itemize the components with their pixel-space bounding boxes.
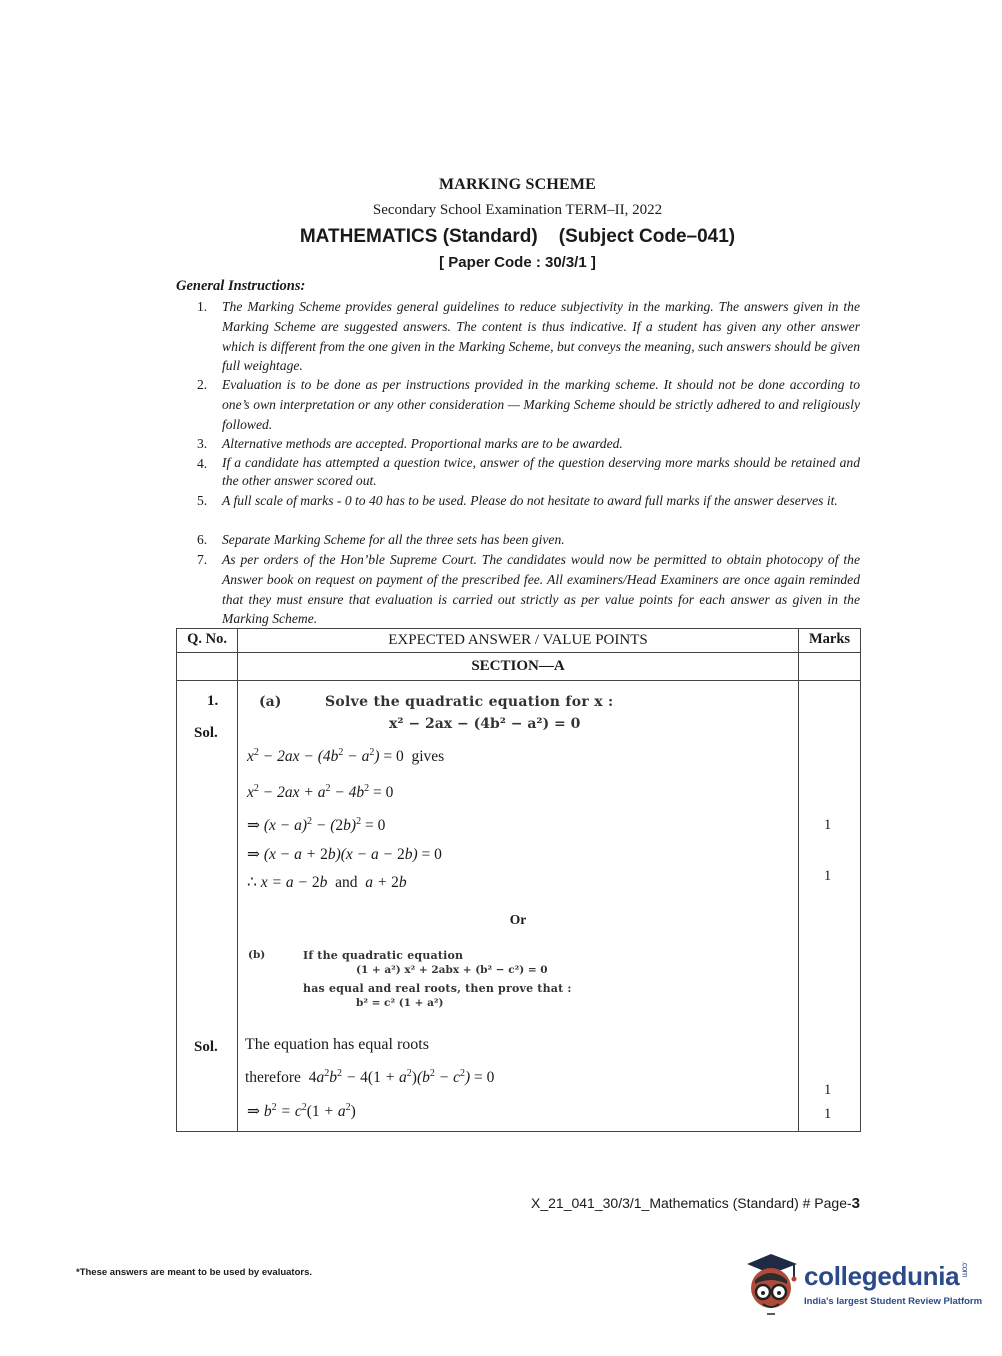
section-title: SECTION—A	[471, 658, 565, 674]
or-separator: Or	[509, 912, 527, 927]
solution-b-step-1: The equation has equal roots	[245, 1036, 429, 1053]
mark-value: 1	[824, 1082, 832, 1098]
instruction-number: 5.	[197, 493, 208, 508]
brand-tagline: India's largest Student Review Platform	[804, 1296, 983, 1307]
question-b-text: If the quadratic equation	[303, 949, 464, 962]
instruction-number: 6.	[197, 532, 208, 547]
mark-value: 1	[824, 868, 832, 884]
instruction-text: Evaluation is to be done as per instructions provided in the marking scheme. It should not be done according to one’s own interpretation or any other consideration — Marking Scheme should be strictly adhered to and religiously followed.	[222, 377, 860, 432]
page-label: X_21_041_30/3/1_Mathematics (Standard) # Page-	[531, 1195, 852, 1211]
table-border	[860, 628, 861, 1132]
page-number: 3	[851, 1195, 860, 1212]
table-border	[176, 628, 861, 629]
table-border	[176, 1131, 861, 1132]
sol-label: Sol.	[194, 1039, 218, 1055]
col-header-answer: EXPECTED ANSWER / VALUE POINTS	[388, 632, 648, 648]
solution-b-step-3: ⇒ $b^2 = c^2(1 + a^2)$	[247, 1102, 356, 1121]
question-b-equation: (1 + a²) x² + 2abx + (b² − c²) = 0	[356, 964, 548, 976]
instruction-text: The Marking Scheme provides general guidelines to reduce subjectivity in the marking. The answers given in the Marking Scheme are suggested answers. The content is thus indicative. If a student has given any other answer which is different from the one given in the Marking Scheme, but conveys the meaning, such answers should be given full weightage.	[222, 299, 860, 374]
mascot-icon	[741, 1248, 803, 1320]
question-b-label: (b)	[248, 949, 266, 961]
solution-a-step-3: ⇒ $(x - a)^2 - (2b)^2 = 0$	[247, 816, 386, 835]
brand-name: collegedunia.com	[804, 1261, 970, 1291]
question-b-equation: b² = c² (1 + a²)	[356, 997, 444, 1009]
solution-text: and	[335, 874, 358, 891]
table-border	[176, 628, 177, 1132]
question-number: 1.	[207, 693, 219, 709]
question-b-text: has equal and real roots, then prove that :	[303, 982, 572, 995]
scheme-title: MARKING SCHEME	[438, 176, 597, 193]
instruction-number: 1.	[197, 299, 208, 314]
mark-value: 1	[824, 1106, 832, 1122]
instruction-number: 2.	[197, 377, 208, 392]
solution-text: gives	[411, 748, 445, 766]
brand-domain: .com	[960, 1261, 970, 1278]
table-border	[237, 628, 238, 1132]
instruction-number: 4.	[197, 456, 208, 471]
instruction-text: Alternative methods are accepted. Proportional marks are to be awarded.	[222, 436, 623, 451]
solution-a-step-1: $x^2 - 2ax - (4b^2 - a^2) = 0$ gives	[247, 747, 445, 766]
solution-a-step-2: $x^2 - 2ax + a^2 - 4b^2 = 0$	[247, 783, 394, 802]
solution-a-step-4: ⇒ (x − a + 2b)(x − a − 2b) = 0	[247, 846, 442, 863]
paper-code: [ Paper Code : 30/3/1 ]	[439, 254, 596, 271]
sol-label: Sol.	[194, 725, 218, 741]
exam-name: Secondary School Examination TERM–II, 2022	[372, 202, 663, 218]
question-a-label: (a)	[259, 694, 282, 710]
solution-text: therefore	[245, 1069, 301, 1087]
question-a-text: Solve the quadratic equation for x :	[325, 694, 614, 710]
instruction-text: A full scale of marks - 0 to 40 has to be used. Please do not hesitate to award full marks if the answer deserves it.	[222, 493, 838, 508]
subject-title: MATHEMATICS (Standard) (Subject Code–041)	[299, 226, 736, 247]
table-border	[176, 680, 861, 681]
solution-b-step-2: therefore $4a^2b^2 - 4(1 + a^2)(b^2 - c^2) = 0$	[245, 1068, 495, 1087]
table-border	[176, 652, 861, 653]
evaluator-note: *These answers are meant to be used by evaluators.	[76, 1267, 313, 1278]
instruction-number: 3.	[197, 436, 208, 451]
table-border	[798, 628, 799, 1132]
instruction-text: As per orders of the Hon’ble Supreme Court. The candidates would now be permitted to obtain photocopy of the Answer book on request on payment of the prescribed fee. All examiners/Head Examiners are once again reminded that they must ensure that evaluation is carried out strictly as per value points for each answer as given in the Marking Scheme.	[222, 552, 860, 627]
page-footer	[531, 1195, 860, 1212]
solution-a-step-5: ∴ x = a − 2b and a + 2b	[247, 874, 407, 891]
instructions-title: General Instructions:	[176, 278, 306, 294]
instruction-number: 7.	[197, 552, 208, 567]
question-a-equation: x² − 2ax − (4b² − a²) = 0	[389, 716, 581, 732]
mark-value: 1	[824, 817, 832, 833]
col-header-marks: Marks	[808, 631, 851, 647]
col-header-qno: Q. No.	[187, 631, 227, 647]
instruction-text: If a candidate has attempted a question twice, answer of the question deserving more marks should be retained and the other answer scored out.	[222, 455, 860, 488]
instruction-text: Separate Marking Scheme for all the three sets has been given.	[222, 532, 565, 547]
